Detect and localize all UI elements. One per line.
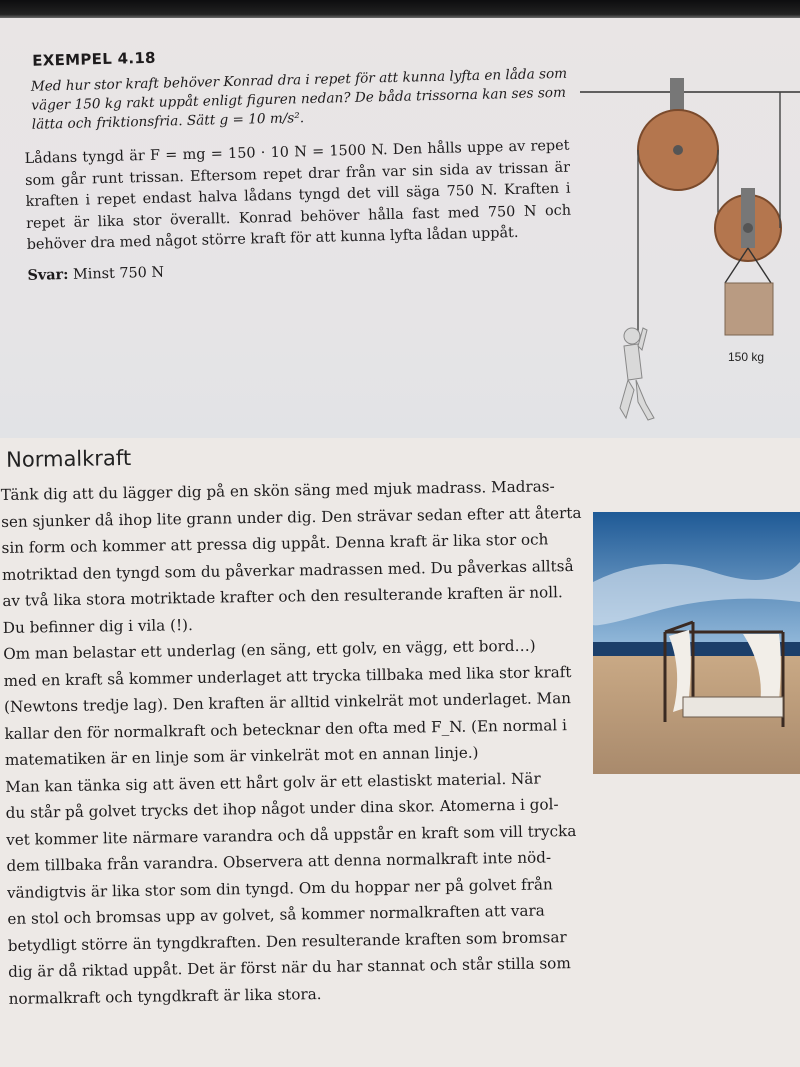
- beach-bed-photo: [593, 512, 800, 774]
- text-line: av två lika stora motriktade krafter och den resulterande kraften är noll.: [2, 583, 563, 610]
- text-line: dig är då riktad uppåt. Det är först när du har stannat och står stilla som: [8, 954, 571, 981]
- text-line: Om man belastar ett underlag (en säng, ett golv, en vägg, ett bord…): [3, 636, 536, 663]
- text-line: Du befinner dig i vila (!).: [2, 615, 193, 637]
- text-line: sin form och kommer att pressa dig uppåt. Denna kraft är lika stor och: [1, 530, 549, 557]
- pulley-illustration: [580, 78, 800, 438]
- mass-label: 150 kg: [728, 350, 765, 364]
- section-body: [1, 473, 609, 1012]
- text-line: vet kommer lite närmare varandra och då uppstår en kraft som vill trycka: [6, 821, 577, 849]
- normalkraft-section: [0, 439, 609, 1012]
- text-line: vändigtvis är lika stor som din tyngd. Om du hoppar ner på golvet från: [6, 874, 553, 902]
- text-line: dem tillbaka från varandra. Observera att denna normalkraft inte nöd-: [6, 848, 552, 875]
- section-heading: Normalkraft: [5, 445, 132, 472]
- text-line: normalkraft och tyngdkraft är lika stora.: [8, 984, 322, 1008]
- text-line: Tänk dig att du lägger dig på en skön säng med mjuk madrass. Madras-: [0, 477, 555, 504]
- text-line: sen sjunker då ihop lite grann under dig. Den strävar sedan efter att återta: [1, 503, 582, 531]
- example-title: EXEMPEL 4.18: [31, 48, 157, 70]
- text-line: matematiken är en linje som är vinkelrät mot en annan linje.): [4, 743, 479, 769]
- text-line: du står på golvet trycks det ihop något under dina skor. Atomerna i gol-: [5, 795, 559, 822]
- answer-label: Svar:: [27, 265, 69, 284]
- text-line: betydligt större än tyngdkraften. Den resulterande kraften som bromsar: [7, 927, 567, 955]
- text-line: med en kraft så kommer underlaget att trycka tillbaka med lika stor kraft: [3, 662, 572, 690]
- text-line: motriktad den tyngd som du påverkar madrassen med. Du påverkas alltså: [1, 556, 574, 584]
- answer-value: Minst 750 N: [72, 264, 165, 283]
- text-line: (Newtons tredje lag). Den kraften är alltid vinkelrät mot underlaget. Man: [3, 689, 572, 716]
- example-solution: Lådans tyngd är F = mg = 150 · 10 N = 1500 N. Den hålls uppe av repet som går runt trissan. Eftersom repet drar från var sin sida av trissan är kraften i repet endast halva lådans tyngd det vill säga 750 N. Kraften i repet är lika stor överallt. Konrad behöver hålla fast med 750 N och behöver dra med något större kraft för att kunna lyfta lådan uppåt.: [24, 137, 572, 253]
- text-line: Man kan tänka sig att även ett hårt golv är ett elastiskt material. När: [5, 769, 541, 796]
- load-box: [725, 283, 773, 335]
- example-box: [0, 18, 800, 438]
- example-text-block: [22, 39, 572, 284]
- pulley-figure: [580, 78, 800, 438]
- man-figure: [620, 328, 654, 420]
- page-top-shadow: [0, 0, 800, 18]
- text-line: en stol och bromsas upp av golvet, så kommer normalkraften att vara: [7, 901, 545, 928]
- example-question: Med hur stor kraft behöver Konrad dra i repet för att kunna lyfta en låda som väger 150 kg rakt uppåt enligt figuren nedan? De båda trissorna kan ses som lätta och friktionsfria. Sätt g = 10 m/s².: [30, 65, 568, 133]
- text-line: kallar den för normalkraft och betecknar den ofta med F_N. (En normal i: [4, 715, 568, 743]
- example-answer: [27, 253, 572, 283]
